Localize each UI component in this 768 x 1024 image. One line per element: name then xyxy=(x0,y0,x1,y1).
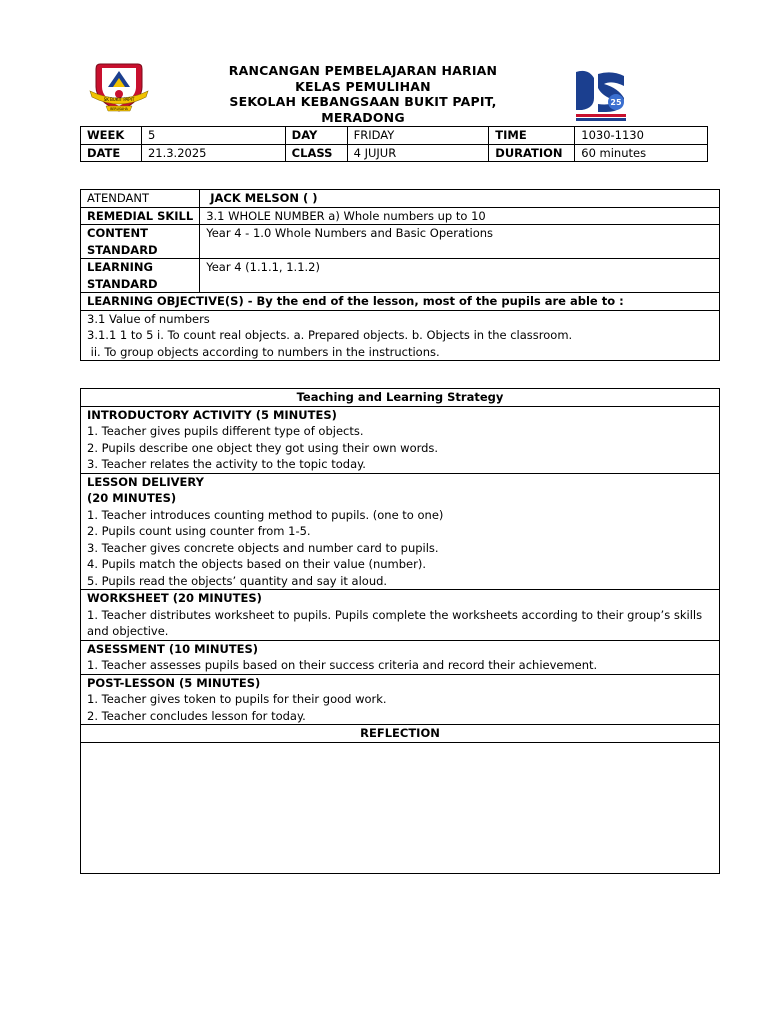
section-line: 2. Teacher concludes lesson for today. xyxy=(87,708,306,723)
attendant-label: ATENDANT xyxy=(81,190,200,208)
section-line: 1. Teacher assesses pupils based on their success criteria and record their achievement. xyxy=(87,658,598,672)
date-label: DATE xyxy=(81,144,142,162)
section-line: 1. Teacher distributes worksheet to pupils. Pupils complete the worksheets according to their group’s skills xyxy=(87,607,703,622)
logo-number: 25 xyxy=(610,98,622,107)
objective-line: ii. To group objects according to numbers in the instructions. xyxy=(87,344,440,359)
title-line-3: SEKOLAH KEBANGSAAN BUKIT PAPIT, xyxy=(229,94,497,110)
section-line: 1. Teacher gives token to pupils for their good work. xyxy=(87,692,387,706)
time-value: 1030-1130 xyxy=(575,127,708,145)
learning-standard-label-line-2: STANDARD xyxy=(87,276,158,291)
section-line: and objective. xyxy=(87,624,169,638)
title-line-2: KELAS PEMULIHAN xyxy=(295,78,431,94)
section-title: POST-LESSON (5 MINUTES) xyxy=(87,675,261,690)
document-title xyxy=(180,63,546,125)
attendant-value: JACK MELSON ( ) xyxy=(200,190,720,208)
title-line-4: MERADONG xyxy=(321,109,405,125)
objective-heading: LEARNING OBJECTIVE(S) - By the end of the lesson, most of the pupils are able to : xyxy=(81,293,720,311)
section-line: 2. Pupils describe one object they got using their own words. xyxy=(87,440,439,455)
worksheet-section xyxy=(81,590,720,641)
learning-standard-label xyxy=(81,259,200,293)
school-crest-logo xyxy=(86,61,152,115)
section-line: 1. Teacher introduces counting method to pupils. (one to one) xyxy=(87,507,444,522)
anniversary-logo xyxy=(572,68,630,124)
content-standard-label xyxy=(81,225,200,259)
time-label: TIME xyxy=(489,127,575,145)
section-line: 3. Teacher gives concrete objects and number card to pupils. xyxy=(87,540,439,555)
reflection-heading: REFLECTION xyxy=(81,725,720,743)
intro-activity-section xyxy=(81,406,720,473)
section-title: (20 MINUTES) xyxy=(87,491,177,505)
class-label: CLASS xyxy=(285,144,347,162)
week-value: 5 xyxy=(141,127,285,145)
content-standard-label-line-1: CONTENT xyxy=(87,226,149,240)
lesson-table xyxy=(80,189,720,361)
objective-content xyxy=(81,310,720,361)
strategy-heading: Teaching and Learning Strategy xyxy=(81,389,720,407)
remedial-skill-value: 3.1 WHOLE NUMBER a) Whole numbers up to 10 xyxy=(200,207,720,225)
duration-value: 60 minutes xyxy=(575,144,708,162)
section-line: 2. Pupils count using counter from 1-5. xyxy=(87,524,311,538)
logo-ribbon-text: SK BUKIT PAPIT xyxy=(103,97,135,102)
section-title: WORKSHEET (20 MINUTES) xyxy=(87,591,262,605)
section-title: LESSON DELIVERY xyxy=(87,474,204,489)
content-standard-value: Year 4 - 1.0 Whole Numbers and Basic Operations xyxy=(200,225,720,259)
objective-line: 3.1 Value of numbers xyxy=(87,311,210,326)
section-line: 4. Pupils match the objects based on their value (number). xyxy=(87,557,427,571)
section-line: 1. Teacher gives pupils different type of objects. xyxy=(87,424,364,438)
reflection-box xyxy=(81,742,720,873)
objective-line: 3.1.1 1 to 5 i. To count real objects. a. Prepared objects. b. Objects in the classroom. xyxy=(87,328,573,342)
assessment-section xyxy=(81,640,720,674)
learning-standard-label-line-1: LEARNING xyxy=(87,260,153,274)
section-title: INTRODUCTORY ACTIVITY (5 MINUTES) xyxy=(87,407,337,422)
day-label: DAY xyxy=(285,127,347,145)
logo-motto-text: BERUSAHA xyxy=(110,107,128,111)
remedial-skill-label: REMEDIAL SKILL xyxy=(81,207,200,225)
info-table xyxy=(80,126,708,162)
week-label: WEEK xyxy=(81,127,142,145)
learning-standard-value: Year 4 (1.1.1, 1.1.2) xyxy=(200,259,720,293)
class-value: 4 JUJUR xyxy=(347,144,489,162)
date-value: 21.3.2025 xyxy=(141,144,285,162)
strategy-table xyxy=(80,388,720,874)
post-lesson-section xyxy=(81,674,720,725)
title-line-1: RANCANGAN PEMBELAJARAN HARIAN xyxy=(228,63,498,78)
content-standard-label-line-2: STANDARD xyxy=(87,242,158,257)
duration-label: DURATION xyxy=(489,144,575,162)
section-title: ASESSMENT (10 MINUTES) xyxy=(87,641,259,656)
lesson-delivery-section xyxy=(81,473,720,590)
section-line: 5. Pupils read the objects’ quantity and say it aloud. xyxy=(87,573,388,588)
day-value: FRIDAY xyxy=(347,127,489,145)
section-line: 3. Teacher relates the activity to the topic today. xyxy=(87,457,366,471)
